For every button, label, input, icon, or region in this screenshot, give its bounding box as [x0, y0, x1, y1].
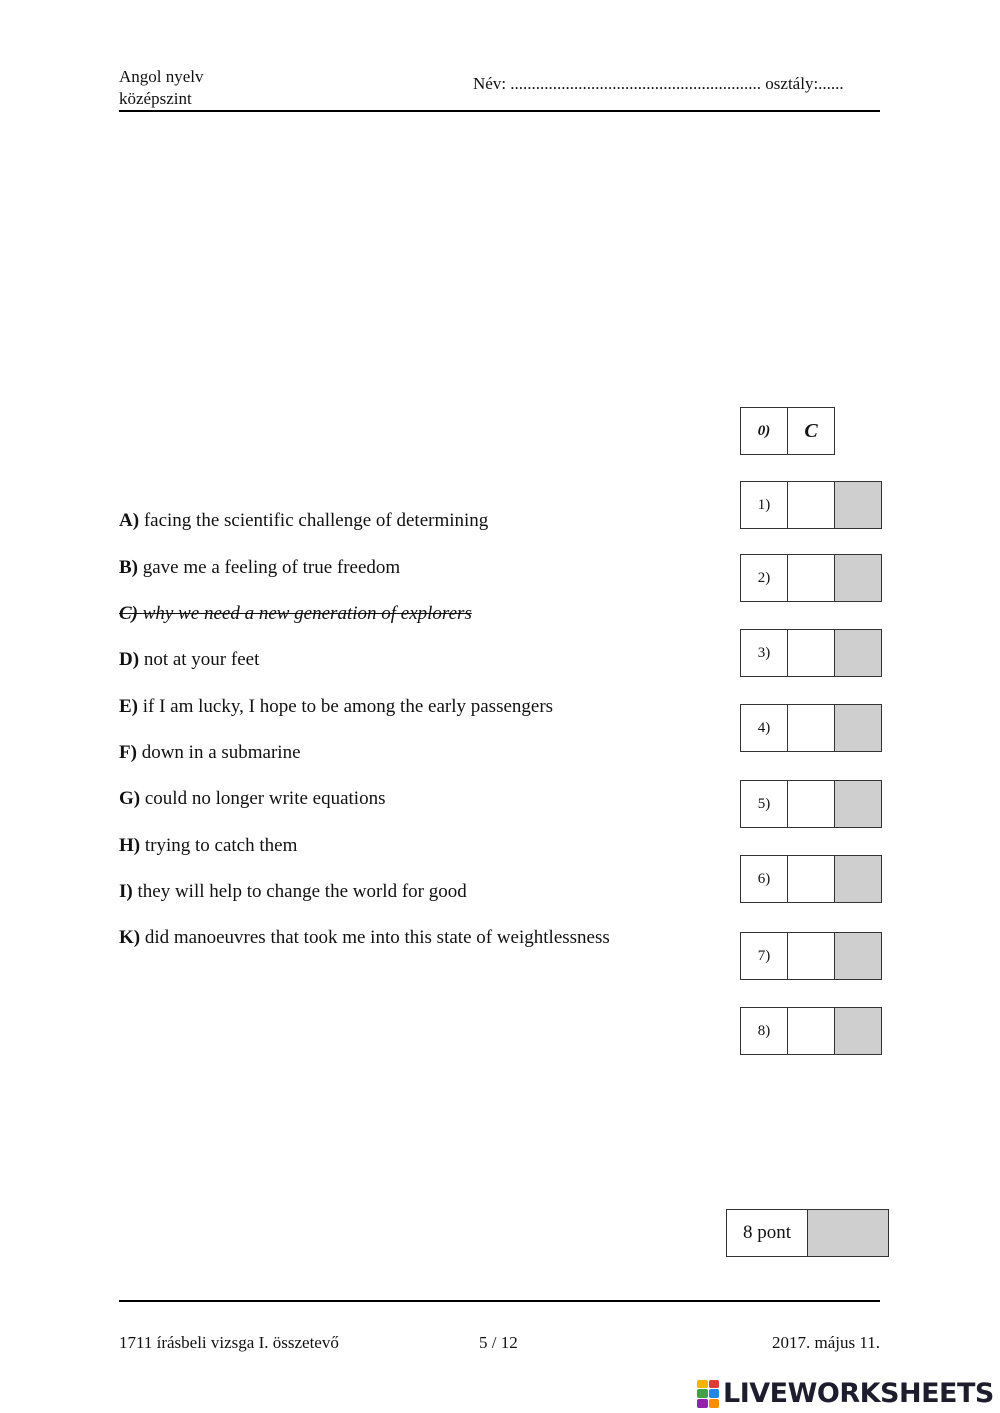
answer-input[interactable]	[788, 481, 835, 529]
option-letter: D)	[119, 649, 140, 670]
liveworksheets-logo	[697, 1378, 994, 1409]
footer-date: 2017. május 11.	[772, 1333, 880, 1352]
option-e	[119, 696, 553, 718]
score-cell	[835, 1007, 882, 1055]
option-b	[119, 557, 400, 579]
answer-number: 2)	[740, 554, 788, 602]
answer-number: 8)	[740, 1007, 788, 1055]
logo-tile	[697, 1399, 708, 1408]
option-h	[119, 835, 297, 857]
footer-page-number: 5 / 12	[479, 1333, 518, 1352]
name-class-line: Név: ........................................................... osztály:......	[473, 74, 844, 93]
option-letter: H)	[119, 835, 141, 856]
option-c-example	[119, 603, 472, 625]
option-letter: B)	[119, 557, 138, 578]
example-answer-box	[740, 407, 835, 455]
option-letter: A)	[119, 510, 140, 531]
answer-number: 1)	[740, 481, 788, 529]
option-text: if I am lucky, I hope to be among the early passengers	[142, 696, 554, 717]
example-number: 0)	[740, 407, 788, 455]
answer-input[interactable]	[788, 1007, 835, 1055]
option-letter: G)	[119, 788, 141, 809]
header-divider	[119, 110, 880, 112]
score-cell	[835, 780, 882, 828]
answer-number: 4)	[740, 704, 788, 752]
option-letter: F)	[119, 742, 137, 763]
footer-exam: 1711 írásbeli vizsga I. összetevő	[119, 1333, 339, 1352]
answer-number: 5)	[740, 780, 788, 828]
answer-input[interactable]	[788, 780, 835, 828]
answer-number: 7)	[740, 932, 788, 980]
answer-row-7	[740, 932, 882, 980]
answer-row-3	[740, 629, 882, 677]
option-letter: E)	[119, 696, 138, 717]
answer-row-5	[740, 780, 882, 828]
level-label: középszint	[119, 89, 192, 108]
answer-input[interactable]	[788, 855, 835, 903]
option-text: could no longer write equations	[144, 788, 386, 809]
option-f	[119, 742, 301, 764]
score-cell	[835, 481, 882, 529]
score-cell	[835, 855, 882, 903]
score-cell	[835, 629, 882, 677]
option-letter: K)	[119, 927, 141, 948]
option-g	[119, 788, 385, 810]
logo-tile	[709, 1389, 720, 1398]
option-k	[119, 927, 610, 949]
option-letter: I)	[119, 881, 133, 902]
header-subject	[119, 66, 204, 110]
option-text: not at your feet	[143, 649, 260, 670]
score-total-cell	[808, 1209, 889, 1257]
score-cell	[835, 704, 882, 752]
answer-number: 3)	[740, 629, 788, 677]
footer-divider	[119, 1300, 880, 1302]
answer-input[interactable]	[788, 554, 835, 602]
answer-input[interactable]	[788, 704, 835, 752]
answer-row-6	[740, 855, 882, 903]
answer-number: 6)	[740, 855, 788, 903]
logo-text: LIVEWORKSHEETS	[723, 1378, 994, 1409]
option-text: why we need a new generation of explorers	[142, 603, 472, 624]
score-cell	[835, 554, 882, 602]
total-score-box	[726, 1209, 889, 1257]
option-text: did manoeuvres that took me into this state of weightlessness	[144, 927, 610, 948]
answer-row-4	[740, 704, 882, 752]
score-label: 8 pont	[726, 1209, 808, 1257]
subject-label: Angol nyelv	[119, 67, 204, 86]
option-text: facing the scientific challenge of determining	[143, 510, 489, 531]
option-text: gave me a feeling of true freedom	[142, 557, 401, 578]
option-i	[119, 881, 467, 903]
example-answer: C	[788, 407, 835, 455]
answer-input[interactable]	[788, 932, 835, 980]
answer-row-1	[740, 481, 882, 529]
logo-tile	[697, 1389, 708, 1398]
option-text: trying to catch them	[144, 835, 298, 856]
option-text: down in a submarine	[141, 742, 301, 763]
answer-row-2	[740, 554, 882, 602]
answer-row-8	[740, 1007, 882, 1055]
logo-tile	[709, 1380, 720, 1389]
score-cell	[835, 932, 882, 980]
logo-tile	[709, 1399, 720, 1408]
logo-tile	[697, 1380, 708, 1389]
option-d	[119, 649, 259, 671]
answer-input[interactable]	[788, 629, 835, 677]
option-text: they will help to change the world for good	[137, 881, 467, 902]
option-letter: C)	[119, 603, 138, 624]
option-a	[119, 510, 488, 532]
logo-icon	[697, 1380, 719, 1408]
